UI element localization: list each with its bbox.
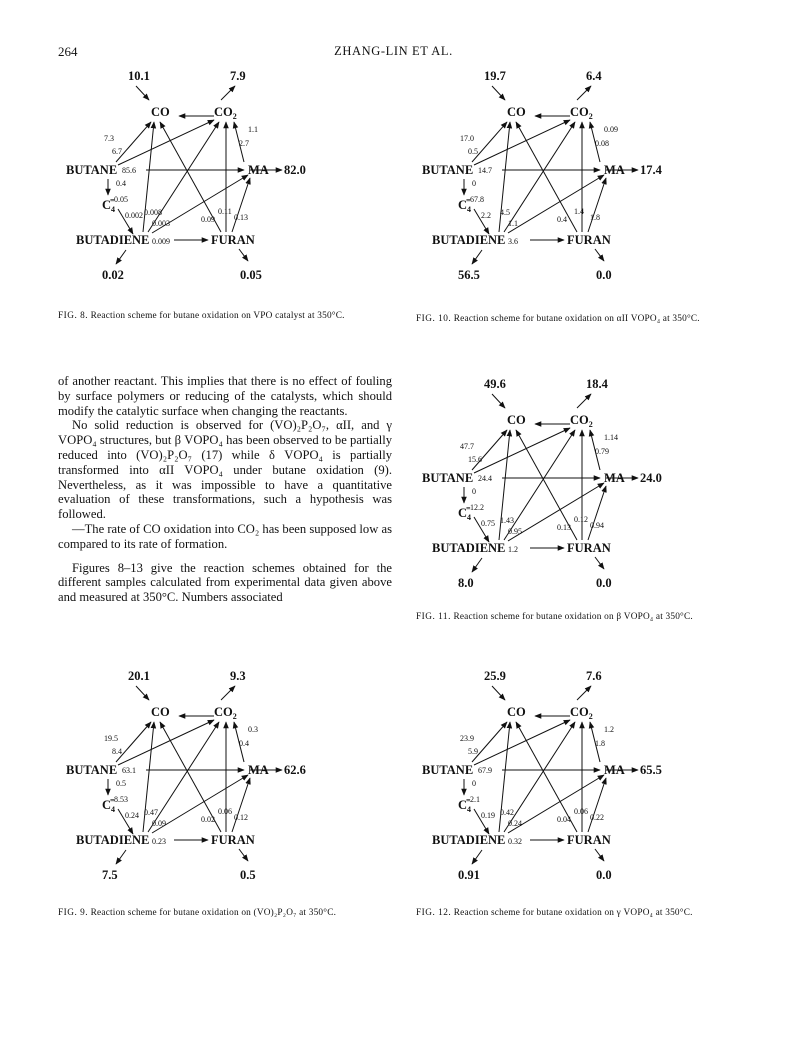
- node-butadiene: BUTADIENE: [76, 233, 150, 247]
- value-butane-co: 17.0: [460, 134, 474, 143]
- value-co-out: 25.9: [484, 669, 506, 683]
- value-c4-butadiene: 8.53: [114, 795, 128, 804]
- node-co2: $CO_2$: [570, 705, 593, 721]
- figure-10-caption-text: Reaction scheme for butane oxidation on αII VOPO₄ at 350°C.: [453, 314, 700, 324]
- reaction-scheme: [36, 62, 316, 282]
- value-ma-out: 17.4: [640, 163, 662, 177]
- node-co2: $CO_2$: [570, 413, 593, 429]
- value-butane-c4: 0.4: [116, 179, 126, 188]
- value-co-out: 19.7: [484, 69, 506, 83]
- figure-8-caption: [58, 311, 392, 323]
- node-co2: $CO_2$: [214, 105, 237, 121]
- arrow-butane-co: [472, 722, 507, 762]
- arrow-furan-out: [239, 249, 248, 261]
- arrow-furan-ma: [232, 178, 250, 232]
- value-butane-co2: 15.6: [468, 455, 482, 464]
- value-butadiene-furan: 3.6: [508, 237, 518, 246]
- value-butane-co: 7.3: [104, 134, 114, 143]
- value-ma-out: 82.0: [284, 163, 306, 177]
- node-co2: $CO_2$: [570, 105, 593, 121]
- value-butadiene-out: 0.91: [458, 868, 480, 882]
- reaction-scheme: [392, 662, 672, 882]
- value-butadiene-ma: 0.09: [152, 819, 166, 828]
- arrow-furan-out: [595, 557, 604, 569]
- value-co2-out: 18.4: [586, 377, 608, 391]
- arrow-co-out: [492, 686, 505, 700]
- arrow-co2-out: [221, 86, 235, 100]
- arrow-butadiene-out: [472, 250, 482, 264]
- arrow-furan-out: [595, 249, 604, 261]
- body-paragraph-2: No solid reduction is observed for (VO)₂P₂O₇, αII, and γ VOPO₄ structures, but β VOPO₄ has been observed to be partially reduced into (VO)₂P₂O₇ (17) while δ VOPO₄ is partially transformed into αII VOPO₄ under butane oxidation (9). Nevertheless, as it was impossible to have a quantitative evaluation of these transformations, such a hypothesis was followed.: [58, 418, 392, 522]
- arrow-co-out: [136, 686, 149, 700]
- value-butadiene-co2: 4.5: [500, 208, 510, 217]
- figure-12-caption-label: FIG. 12.: [416, 908, 452, 918]
- body-paragraph-4: Figures 8–13 give the reaction schemes obtained for the different samples calculated from experimental data given above and measured at 350°C. Numbers associated: [58, 560, 392, 605]
- figure-9-caption: [58, 908, 392, 920]
- value-co2-co: 1.1: [248, 125, 258, 134]
- figure-11-caption-text: Reaction scheme for butane oxidation on β VOPO₄ at 350°C.: [453, 612, 693, 622]
- value-butadiene-co2: 0.47: [144, 808, 158, 817]
- figure-8-caption-text: Reaction scheme for butane oxidation on VPO catalyst at 350°C.: [90, 311, 345, 321]
- node-butadiene: BUTADIENE: [432, 233, 506, 247]
- value-butane-co2: 0.5: [468, 147, 478, 156]
- arrow-furan-ma: [588, 778, 606, 832]
- figure-12-caption: [416, 908, 748, 920]
- value-co2-out: 7.6: [586, 669, 602, 683]
- value-furan-out: 0.0: [596, 268, 612, 282]
- node-co: CO: [507, 105, 526, 119]
- value-butane-ma: 67.9: [478, 766, 492, 775]
- arrow-co2-out: [221, 686, 235, 700]
- value-co2-co: 0.09: [604, 125, 618, 134]
- value-furan-ma: 0.13: [234, 213, 248, 222]
- arrow-butadiene-out: [116, 250, 126, 264]
- value-butane-co: 47.7: [460, 442, 474, 451]
- value-furan-co2: 1.4: [574, 207, 584, 216]
- node-c4-olefin: $C_4=$: [458, 196, 472, 214]
- body-paragraph-1: of another reactant. This implies that there is no effect of fouling by surface polymers or reducing of the catalysts, which should modify the catalytic surface when changing the reactants.: [58, 374, 392, 418]
- value-butane-co: 19.5: [104, 734, 118, 743]
- value-co2-co: 1.2: [604, 725, 614, 734]
- value-butane-co: 23.9: [460, 734, 474, 743]
- page-number: 264: [58, 44, 78, 59]
- body-text: [58, 374, 392, 605]
- value-butadiene-furan: 0.32: [508, 837, 522, 846]
- value-butane-ma: 24.4: [478, 474, 492, 483]
- value-furan-co: 0.04: [557, 815, 571, 824]
- node-ma: MA: [248, 763, 269, 777]
- value-butane-c4: 0: [472, 487, 476, 496]
- value-c4-butadiene: 67.8: [470, 195, 484, 204]
- value-furan-co2: 0.11: [218, 207, 232, 216]
- figure-11-caption-label: FIG. 11.: [416, 612, 451, 622]
- value-butadiene-furan: 1.2: [508, 545, 518, 554]
- node-furan: FURAN: [567, 833, 611, 847]
- figure-9: [36, 662, 316, 882]
- node-butane: BUTANE: [422, 763, 474, 777]
- value-co-out: 49.6: [484, 377, 506, 391]
- reaction-scheme: [36, 662, 316, 882]
- node-furan: FURAN: [567, 541, 611, 555]
- arrow-furan-out: [595, 849, 604, 861]
- value-butadiene-ma: 0.24: [508, 819, 522, 828]
- value-butadiene-ma: 0.003: [152, 219, 170, 228]
- value-furan-ma: 1.8: [590, 213, 600, 222]
- arrow-butadiene-out: [472, 558, 482, 572]
- value-co2-out: 9.3: [230, 669, 246, 683]
- figure-10-caption-label: FIG. 10.: [416, 314, 452, 324]
- value-butane-co2: 6.7: [112, 147, 122, 156]
- value-co-out: 20.1: [128, 669, 150, 683]
- arrow-furan-ma: [588, 486, 606, 540]
- figure-11-caption: [416, 612, 748, 624]
- value-ma-out: 62.6: [284, 763, 306, 777]
- value-furan-co2: 0.06: [574, 807, 588, 816]
- value-butane-c4: 0: [472, 779, 476, 788]
- value-ma-co2: 0.4: [239, 739, 249, 748]
- value-furan-co2: 0.12: [574, 515, 588, 524]
- arrow-co-out: [136, 86, 149, 100]
- value-ma-co2: 0.79: [595, 447, 609, 456]
- value-ma-co2: 2.7: [239, 139, 249, 148]
- arrow-co2-out: [577, 394, 591, 408]
- value-butadiene-co: 0.24: [125, 811, 139, 820]
- value-furan-co: 0.13: [557, 523, 571, 532]
- node-co: CO: [507, 705, 526, 719]
- value-furan-co2: 0.06: [218, 807, 232, 816]
- node-butane: BUTANE: [422, 471, 474, 485]
- value-butadiene-furan: 0.009: [152, 237, 170, 246]
- node-butane: BUTANE: [66, 163, 118, 177]
- value-co2-out: 7.9: [230, 69, 246, 83]
- arrow-butane-co: [116, 722, 151, 762]
- figure-10-caption: [416, 314, 748, 326]
- arrow-co-out: [492, 86, 505, 100]
- value-butadiene-out: 7.5: [102, 868, 118, 882]
- value-furan-co: 0.02: [201, 815, 215, 824]
- arrow-butane-co: [472, 122, 507, 162]
- node-ma: MA: [604, 763, 625, 777]
- value-butane-ma: 14.7: [478, 166, 492, 175]
- arrow-furan-out: [239, 849, 248, 861]
- arrow-furan-ma: [232, 778, 250, 832]
- node-c4-olefin: $C_4=$: [102, 796, 116, 814]
- value-butadiene-out: 0.02: [102, 268, 124, 282]
- value-butane-co2: 8.4: [112, 747, 122, 756]
- node-butadiene: BUTADIENE: [432, 833, 506, 847]
- node-furan: FURAN: [211, 833, 255, 847]
- value-butadiene-ma: 1.1: [508, 219, 518, 228]
- node-co: CO: [151, 705, 170, 719]
- value-c4-butadiene: 0.05: [114, 195, 128, 204]
- arrow-butane-co: [472, 430, 507, 470]
- arrow-furan-co: [516, 122, 577, 232]
- value-furan-out: 0.0: [596, 576, 612, 590]
- reaction-scheme: [392, 370, 672, 590]
- value-furan-out: 0.05: [240, 268, 262, 282]
- arrow-butane-co: [116, 122, 151, 162]
- value-ma-out: 24.0: [640, 471, 662, 485]
- value-c4-butadiene: 2.1: [470, 795, 480, 804]
- value-butadiene-ma: 0.95: [508, 527, 522, 536]
- node-ma: MA: [604, 163, 625, 177]
- value-butane-c4: 0.5: [116, 779, 126, 788]
- value-co2-co: 1.14: [604, 433, 618, 442]
- value-ma-out: 65.5: [640, 763, 662, 777]
- node-co: CO: [507, 413, 526, 427]
- value-co-out: 10.1: [128, 69, 150, 83]
- node-c4-olefin: $C_4=$: [458, 796, 472, 814]
- value-butadiene-co: 2.2: [481, 211, 491, 220]
- arrow-butadiene-out: [116, 850, 126, 864]
- value-butane-ma: 85.6: [122, 166, 136, 175]
- value-furan-out: 0.5: [240, 868, 256, 882]
- figure-9-caption-label: FIG. 9.: [58, 908, 89, 918]
- value-butane-c4: 0: [472, 179, 476, 188]
- value-butadiene-co: 0.75: [481, 519, 495, 528]
- running-head: ZHANG-LIN ET AL.: [334, 44, 453, 58]
- value-ma-co2: 0.08: [595, 139, 609, 148]
- value-furan-ma: 0.12: [234, 813, 248, 822]
- arrow-co2-out: [577, 686, 591, 700]
- value-co2-out: 6.4: [586, 69, 602, 83]
- node-ma: MA: [604, 471, 625, 485]
- node-furan: FURAN: [567, 233, 611, 247]
- node-butadiene: BUTADIENE: [432, 541, 506, 555]
- value-butane-co2: 5.9: [468, 747, 478, 756]
- node-butane: BUTANE: [422, 163, 474, 177]
- node-c4-olefin: $C_4=$: [102, 196, 116, 214]
- value-butadiene-co: 0.002: [125, 211, 143, 220]
- figure-10: [392, 62, 672, 282]
- value-furan-co: 0.4: [557, 215, 567, 224]
- body-paragraph-3: —The rate of CO oxidation into CO₂ has been supposed low as compared to its rate of formation.: [58, 521, 392, 551]
- value-furan-co: 0.09: [201, 215, 215, 224]
- value-butadiene-co2: 0.42: [500, 808, 514, 817]
- value-ma-co2: 1.8: [595, 739, 605, 748]
- figure-12: [392, 662, 672, 882]
- node-ma: MA: [248, 163, 269, 177]
- value-co2-co: 0.3: [248, 725, 258, 734]
- figure-8: [36, 62, 316, 282]
- value-furan-ma: 0.22: [590, 813, 604, 822]
- value-butane-ma: 63.1: [122, 766, 136, 775]
- value-furan-ma: 0.94: [590, 521, 604, 530]
- figure-9-caption-text: Reaction scheme for butane oxidation on (VO)₂P₂O₇ at 350°C.: [90, 908, 337, 918]
- arrow-furan-ma: [588, 178, 606, 232]
- value-butadiene-co2: 0.008: [144, 208, 162, 217]
- node-co2: $CO_2$: [214, 705, 237, 721]
- node-furan: FURAN: [211, 233, 255, 247]
- node-butadiene: BUTADIENE: [76, 833, 150, 847]
- node-co: CO: [151, 105, 170, 119]
- value-butadiene-out: 8.0: [458, 576, 474, 590]
- figure-11: [392, 370, 672, 590]
- value-furan-out: 0.0: [596, 868, 612, 882]
- arrow-co-out: [492, 394, 505, 408]
- value-butadiene-furan: 0.23: [152, 837, 166, 846]
- value-c4-butadiene: 12.2: [470, 503, 484, 512]
- figure-8-caption-label: FIG. 8.: [58, 311, 89, 321]
- node-c4-olefin: $C_4=$: [458, 504, 472, 522]
- value-butadiene-out: 56.5: [458, 268, 480, 282]
- value-butadiene-co2: 1.43: [500, 516, 514, 525]
- arrow-butadiene-out: [472, 850, 482, 864]
- node-butane: BUTANE: [66, 763, 118, 777]
- arrow-co2-out: [577, 86, 591, 100]
- value-butadiene-co: 0.19: [481, 811, 495, 820]
- reaction-scheme: [392, 62, 672, 282]
- figure-12-caption-text: Reaction scheme for butane oxidation on γ VOPO₄ at 350°C.: [453, 908, 693, 918]
